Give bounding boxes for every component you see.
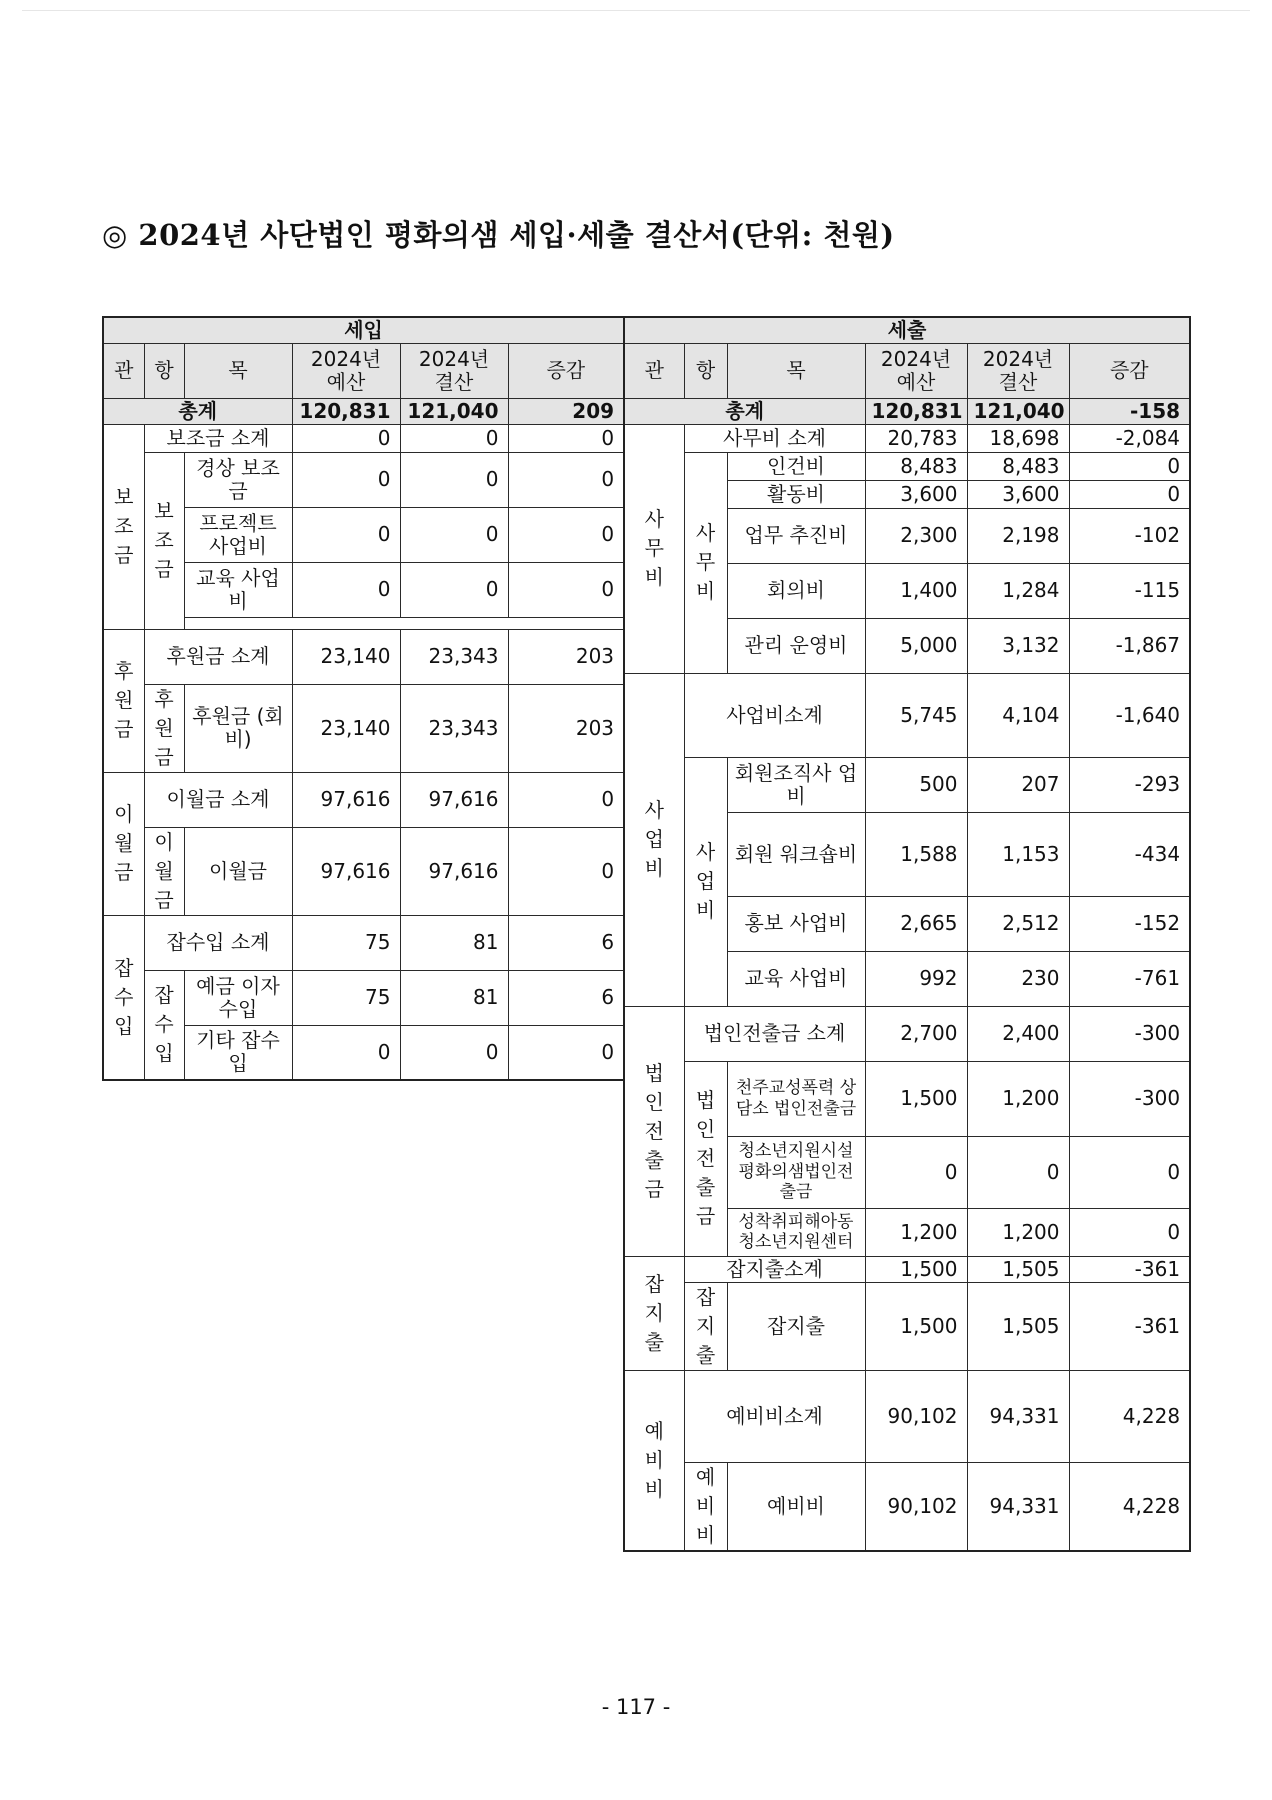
expenditure-total-label: 총계 bbox=[624, 398, 865, 424]
revenue-subsidy-item-label: 프로젝트 사업비 bbox=[184, 507, 292, 562]
revenue-subsidy-item-change: 0 bbox=[508, 452, 624, 507]
expenditure-gwan-reserve: 예 비 비 bbox=[624, 1370, 684, 1551]
revenue-misc-item-label: 기타 잡수입 bbox=[184, 1025, 292, 1080]
revenue-carryover-subtotal-budget: 97,616 bbox=[292, 772, 400, 827]
revenue-gwan-misc: 잡 수 입 bbox=[103, 915, 144, 1080]
expenditure-reserve-subtotal-settlement: 94,331 bbox=[967, 1370, 1069, 1462]
expenditure-office-item-settlement: 3,132 bbox=[967, 618, 1069, 673]
expenditure-transfer-item-label: 천주교성폭력 상담소 법인전출금 bbox=[727, 1061, 865, 1136]
expenditure-misc-subtotal-change: -361 bbox=[1069, 1256, 1190, 1282]
expenditure-gwan-office: 사 무 비 bbox=[624, 424, 684, 673]
revenue-hang-donation: 후 원 금 bbox=[144, 684, 184, 772]
expenditure-office-item-label: 활동비 bbox=[727, 480, 865, 508]
revenue-total-settlement: 121,040 bbox=[400, 398, 508, 424]
expenditure-table bbox=[623, 316, 1191, 1552]
revenue-hang-misc: 잡 수 입 bbox=[144, 970, 184, 1080]
expenditure-office-item-settlement: 3,600 bbox=[967, 480, 1069, 508]
expenditure-transfer-item-settlement: 1,200 bbox=[967, 1061, 1069, 1136]
revenue-gwan-carryover: 이 월 금 bbox=[103, 772, 144, 915]
expenditure-header-settlement: 2024년 결산 bbox=[967, 343, 1069, 398]
page-top-rule bbox=[22, 10, 1250, 11]
expenditure-reserve-item-budget: 90,102 bbox=[865, 1462, 967, 1551]
expenditure-project-item-settlement: 1,153 bbox=[967, 812, 1069, 896]
revenue-carryover-item-settlement: 97,616 bbox=[400, 827, 508, 915]
expenditure-gwan-project: 사 업 비 bbox=[624, 673, 684, 1006]
expenditure-project-subtotal-change: -1,640 bbox=[1069, 673, 1190, 757]
expenditure-transfer-item-change: 0 bbox=[1069, 1136, 1190, 1208]
revenue-header-gwan: 관 bbox=[103, 343, 144, 398]
expenditure-office-item-change: 0 bbox=[1069, 452, 1190, 480]
revenue-subsidy-item-budget: 0 bbox=[292, 562, 400, 617]
expenditure-transfer-item-budget: 1,200 bbox=[865, 1208, 967, 1256]
expenditure-transfer-subtotal-change: -300 bbox=[1069, 1006, 1190, 1061]
expenditure-hang-office: 사 무 비 bbox=[684, 452, 727, 673]
revenue-carryover-subtotal-label: 이월금 소계 bbox=[144, 772, 292, 827]
expenditure-transfer-item-settlement: 1,200 bbox=[967, 1208, 1069, 1256]
expenditure-office-item-change: -115 bbox=[1069, 563, 1190, 618]
expenditure-project-subtotal-settlement: 4,104 bbox=[967, 673, 1069, 757]
revenue-misc-item-settlement: 0 bbox=[400, 1025, 508, 1080]
revenue-carryover-item-budget: 97,616 bbox=[292, 827, 400, 915]
expenditure-section-title: 세출 bbox=[624, 317, 1190, 343]
expenditure-project-item-label: 회원조직사 업비 bbox=[727, 757, 865, 812]
expenditure-misc-item-settlement: 1,505 bbox=[967, 1282, 1069, 1370]
expenditure-project-item-budget: 2,665 bbox=[865, 896, 967, 951]
expenditure-reserve-item-label: 예비비 bbox=[727, 1462, 865, 1551]
revenue-subsidy-item-label: 경상 보조금 bbox=[184, 452, 292, 507]
revenue-donation-subtotal-settlement: 23,343 bbox=[400, 629, 508, 684]
revenue-subsidy-item-label: 교육 사업비 bbox=[184, 562, 292, 617]
revenue-subsidy-subtotal-change: 0 bbox=[508, 424, 624, 452]
revenue-gwan-donation: 후 원 금 bbox=[103, 629, 144, 772]
expenditure-reserve-subtotal-label: 예비비소계 bbox=[684, 1370, 865, 1462]
expenditure-office-item-budget: 2,300 bbox=[865, 508, 967, 563]
revenue-misc-subtotal-settlement: 81 bbox=[400, 915, 508, 970]
revenue-subsidy-subtotal-budget: 0 bbox=[292, 424, 400, 452]
expenditure-office-item-settlement: 1,284 bbox=[967, 563, 1069, 618]
revenue-carryover-item-change: 0 bbox=[508, 827, 624, 915]
expenditure-project-item-change: -761 bbox=[1069, 951, 1190, 1006]
expenditure-transfer-item-budget: 0 bbox=[865, 1136, 967, 1208]
expenditure-hang-reserve: 예 비 비 bbox=[684, 1462, 727, 1551]
expenditure-reserve-item-change: 4,228 bbox=[1069, 1462, 1190, 1551]
revenue-misc-item-settlement: 81 bbox=[400, 970, 508, 1025]
expenditure-project-item-settlement: 2,512 bbox=[967, 896, 1069, 951]
revenue-subsidy-subtotal-label: 보조금 소계 bbox=[144, 424, 292, 452]
revenue-misc-item-budget: 75 bbox=[292, 970, 400, 1025]
expenditure-office-subtotal-settlement: 18,698 bbox=[967, 424, 1069, 452]
revenue-header-budget: 2024년 예산 bbox=[292, 343, 400, 398]
expenditure-office-item-label: 업무 추진비 bbox=[727, 508, 865, 563]
expenditure-header-mok: 목 bbox=[727, 343, 865, 398]
expenditure-hang-project: 사 업 비 bbox=[684, 757, 727, 1006]
expenditure-transfer-item-change: 0 bbox=[1069, 1208, 1190, 1256]
revenue-total-budget: 120,831 bbox=[292, 398, 400, 424]
page-number: - 117 - bbox=[601, 1695, 671, 1719]
expenditure-project-item-change: -152 bbox=[1069, 896, 1190, 951]
expenditure-office-subtotal-change: -2,084 bbox=[1069, 424, 1190, 452]
expenditure-total-change: -158 bbox=[1069, 398, 1190, 424]
expenditure-total-settlement: 121,040 bbox=[967, 398, 1069, 424]
expenditure-transfer-item-label: 성착취피해아동 청소년지원센터 bbox=[727, 1208, 865, 1256]
expenditure-office-item-change: 0 bbox=[1069, 480, 1190, 508]
expenditure-office-item-budget: 1,400 bbox=[865, 563, 967, 618]
expenditure-total-budget: 120,831 bbox=[865, 398, 967, 424]
revenue-carryover-subtotal-settlement: 97,616 bbox=[400, 772, 508, 827]
expenditure-project-item-budget: 1,588 bbox=[865, 812, 967, 896]
expenditure-project-subtotal-budget: 5,745 bbox=[865, 673, 967, 757]
expenditure-hang-transfer: 법 인 전 출 금 bbox=[684, 1061, 727, 1256]
revenue-donation-item-change: 203 bbox=[508, 684, 624, 772]
expenditure-reserve-subtotal-budget: 90,102 bbox=[865, 1370, 967, 1462]
expenditure-misc-item-budget: 1,500 bbox=[865, 1282, 967, 1370]
revenue-misc-subtotal-budget: 75 bbox=[292, 915, 400, 970]
revenue-section-title: 세입 bbox=[103, 317, 624, 343]
expenditure-header-budget: 2024년 예산 bbox=[865, 343, 967, 398]
revenue-misc-item-change: 0 bbox=[508, 1025, 624, 1080]
revenue-subsidy-item-settlement: 0 bbox=[400, 452, 508, 507]
expenditure-transfer-subtotal-label: 법인전출금 소계 bbox=[684, 1006, 865, 1061]
revenue-subsidy-item-change: 0 bbox=[508, 507, 624, 562]
revenue-gwan-subsidy: 보 조 금 bbox=[103, 424, 144, 629]
revenue-header-change: 증감 bbox=[508, 343, 624, 398]
expenditure-transfer-item-settlement: 0 bbox=[967, 1136, 1069, 1208]
revenue-carryover-item-label: 이월금 bbox=[184, 827, 292, 915]
revenue-subsidy-item-change: 0 bbox=[508, 562, 624, 617]
expenditure-reserve-item-settlement: 94,331 bbox=[967, 1462, 1069, 1551]
revenue-donation-subtotal-label: 후원금 소계 bbox=[144, 629, 292, 684]
expenditure-office-item-budget: 3,600 bbox=[865, 480, 967, 508]
expenditure-transfer-item-budget: 1,500 bbox=[865, 1061, 967, 1136]
revenue-subsidy-item-settlement: 0 bbox=[400, 562, 508, 617]
expenditure-project-item-change: -434 bbox=[1069, 812, 1190, 896]
expenditure-project-item-budget: 992 bbox=[865, 951, 967, 1006]
revenue-donation-subtotal-change: 203 bbox=[508, 629, 624, 684]
expenditure-header-hang: 항 bbox=[684, 343, 727, 398]
expenditure-office-item-label: 관리 운영비 bbox=[727, 618, 865, 673]
revenue-misc-subtotal-label: 잡수입 소계 bbox=[144, 915, 292, 970]
expenditure-office-item-change: -102 bbox=[1069, 508, 1190, 563]
revenue-hang-subsidy: 보 조 금 bbox=[144, 452, 184, 629]
expenditure-project-item-change: -293 bbox=[1069, 757, 1190, 812]
revenue-header-settlement: 2024년 결산 bbox=[400, 343, 508, 398]
expenditure-transfer-subtotal-settlement: 2,400 bbox=[967, 1006, 1069, 1061]
expenditure-project-item-label: 회원 워크숍비 bbox=[727, 812, 865, 896]
expenditure-gwan-transfer: 법 인 전 출 금 bbox=[624, 1006, 684, 1256]
expenditure-project-item-label: 교육 사업비 bbox=[727, 951, 865, 1006]
expenditure-office-item-label: 인건비 bbox=[727, 452, 865, 480]
expenditure-office-item-label: 회의비 bbox=[727, 563, 865, 618]
expenditure-misc-item-change: -361 bbox=[1069, 1282, 1190, 1370]
revenue-misc-item-change: 6 bbox=[508, 970, 624, 1025]
expenditure-project-item-settlement: 230 bbox=[967, 951, 1069, 1006]
expenditure-hang-misc: 잡 지 출 bbox=[684, 1282, 727, 1370]
revenue-total-label: 총계 bbox=[103, 398, 292, 424]
revenue-total-change: 209 bbox=[508, 398, 624, 424]
expenditure-project-item-budget: 500 bbox=[865, 757, 967, 812]
expenditure-transfer-subtotal-budget: 2,700 bbox=[865, 1006, 967, 1061]
expenditure-misc-subtotal-budget: 1,500 bbox=[865, 1256, 967, 1282]
revenue-donation-item-budget: 23,140 bbox=[292, 684, 400, 772]
document-title: ◎ 2024년 사단법인 평화의샘 세입·세출 결산서(단위: 천원) bbox=[102, 218, 895, 252]
expenditure-office-subtotal-label: 사무비 소계 bbox=[684, 424, 865, 452]
expenditure-office-item-budget: 5,000 bbox=[865, 618, 967, 673]
revenue-hang-carryover: 이 월 금 bbox=[144, 827, 184, 915]
revenue-misc-subtotal-change: 6 bbox=[508, 915, 624, 970]
expenditure-misc-item-label: 잡지출 bbox=[727, 1282, 865, 1370]
expenditure-office-item-budget: 8,483 bbox=[865, 452, 967, 480]
expenditure-project-item-label: 홍보 사업비 bbox=[727, 896, 865, 951]
revenue-subsidy-item-settlement: 0 bbox=[400, 507, 508, 562]
revenue-donation-subtotal-budget: 23,140 bbox=[292, 629, 400, 684]
revenue-donation-item-settlement: 23,343 bbox=[400, 684, 508, 772]
expenditure-misc-subtotal-label: 잡지출소계 bbox=[684, 1256, 865, 1282]
expenditure-transfer-item-label: 청소년지원시설 평화의샘법인전 출금 bbox=[727, 1136, 865, 1208]
revenue-header-mok: 목 bbox=[184, 343, 292, 398]
expenditure-header-change: 증감 bbox=[1069, 343, 1190, 398]
revenue-carryover-subtotal-change: 0 bbox=[508, 772, 624, 827]
expenditure-gwan-misc: 잡 지 출 bbox=[624, 1256, 684, 1370]
expenditure-office-item-change: -1,867 bbox=[1069, 618, 1190, 673]
expenditure-header-gwan: 관 bbox=[624, 343, 684, 398]
expenditure-office-item-settlement: 2,198 bbox=[967, 508, 1069, 563]
expenditure-office-subtotal-budget: 20,783 bbox=[865, 424, 967, 452]
expenditure-project-subtotal-label: 사업비소계 bbox=[684, 673, 865, 757]
revenue-subsidy-item-budget: 0 bbox=[292, 507, 400, 562]
expenditure-project-item-settlement: 207 bbox=[967, 757, 1069, 812]
revenue-misc-item-budget: 0 bbox=[292, 1025, 400, 1080]
revenue-subsidy-item-budget: 0 bbox=[292, 452, 400, 507]
expenditure-office-item-settlement: 8,483 bbox=[967, 452, 1069, 480]
revenue-misc-item-label: 예금 이자수입 bbox=[184, 970, 292, 1025]
expenditure-transfer-item-change: -300 bbox=[1069, 1061, 1190, 1136]
revenue-donation-item-label: 후원금 (회비) bbox=[184, 684, 292, 772]
revenue-header-hang: 항 bbox=[144, 343, 184, 398]
expenditure-reserve-subtotal-change: 4,228 bbox=[1069, 1370, 1190, 1462]
expenditure-misc-subtotal-settlement: 1,505 bbox=[967, 1256, 1069, 1282]
revenue-subsidy-subtotal-settlement: 0 bbox=[400, 424, 508, 452]
revenue-table bbox=[102, 316, 625, 1081]
